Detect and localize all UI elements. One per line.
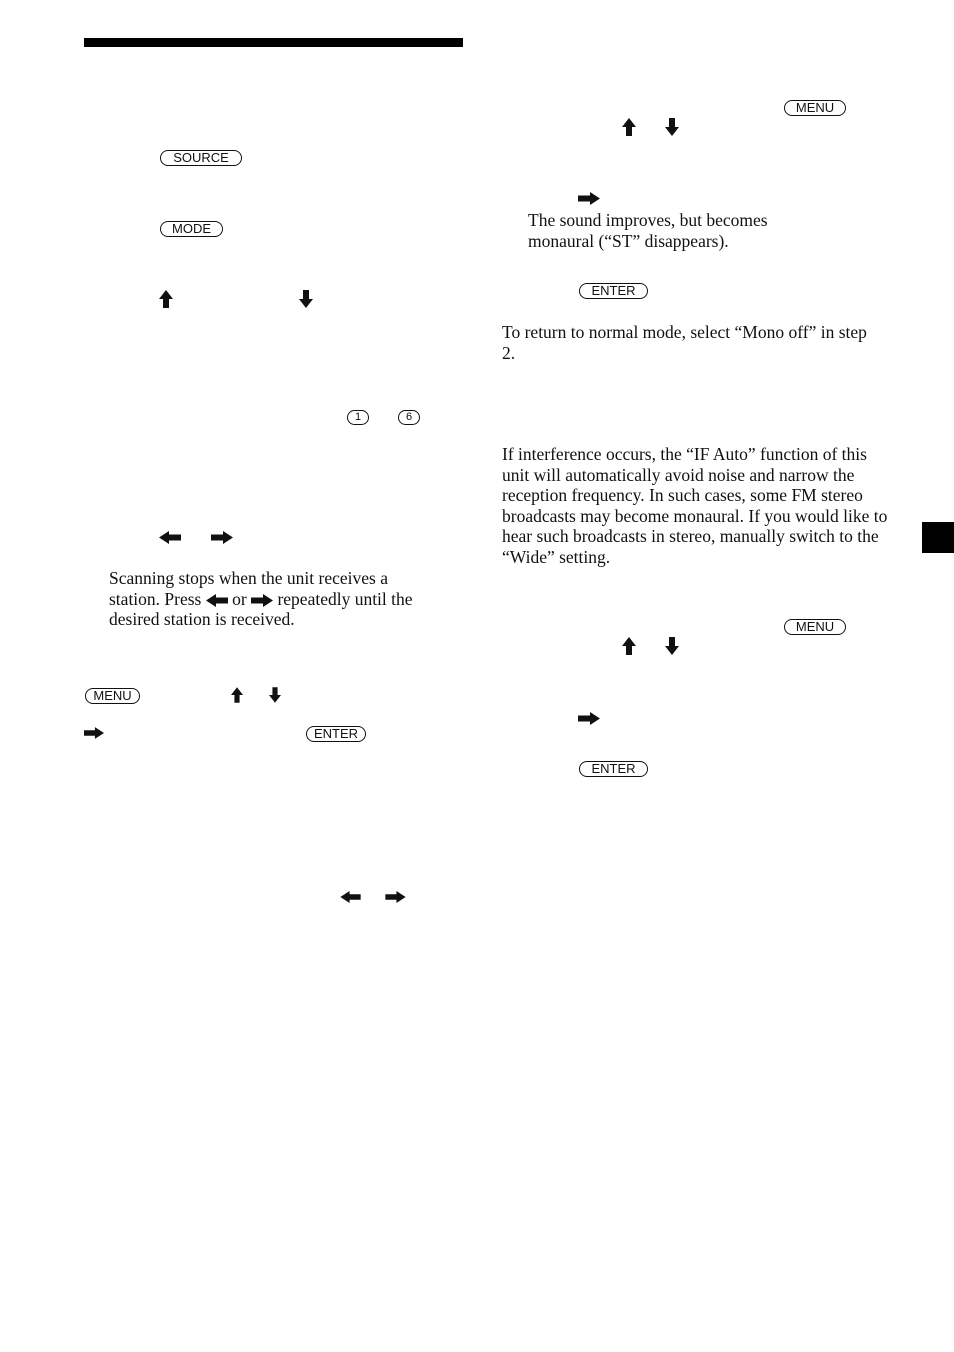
- header-rule: [84, 38, 463, 47]
- scan-note-line-3: desired station is received.: [109, 609, 295, 629]
- source-button: SOURCE: [160, 150, 242, 166]
- mono-return-text: To return to normal mode, select “Mono off” in step 2.: [502, 322, 867, 363]
- arrow-down-icon: [269, 687, 281, 703]
- mode-button: MODE: [160, 221, 223, 237]
- section-tab: [922, 522, 954, 553]
- mono-result-text: The sound improves, but becomes monaural (“ST” disappears).: [528, 210, 768, 251]
- scan-note-line-1: Scanning stops when the unit receives a: [109, 568, 388, 588]
- arrow-right-icon: [385, 891, 406, 903]
- menu-button: MENU: [784, 100, 846, 116]
- arrow-right-icon: [84, 727, 104, 739]
- arrow-down-icon: [665, 637, 679, 655]
- arrow-left-icon: [159, 531, 181, 544]
- arrow-right-icon: [211, 531, 233, 544]
- arrow-right-icon: [251, 594, 273, 607]
- scan-note: [109, 568, 469, 630]
- preset-6-button: 6: [398, 410, 420, 425]
- arrow-left-icon: [340, 891, 361, 903]
- arrow-up-icon: [159, 290, 173, 308]
- scan-note-or: or: [232, 588, 247, 609]
- menu-button: MENU: [85, 688, 140, 704]
- preset-1-button: 1: [347, 410, 369, 425]
- arrow-left-icon: [206, 594, 228, 607]
- arrow-up-icon: [622, 118, 636, 136]
- if-auto-paragraph: If interference occurs, the “IF Auto” function of this unit will automatically avoid noise and narrow the reception frequency. In such cases, some FM stereo broadcasts may become monaural. If you would like to hear such broadcasts in stereo, manually switch to the “Wide” setting.: [502, 444, 888, 567]
- arrow-down-icon: [665, 118, 679, 136]
- enter-button: ENTER: [306, 726, 366, 742]
- scan-note-line-2: [109, 589, 469, 610]
- scan-note-repeat: repeatedly until the: [277, 588, 413, 609]
- arrow-right-icon: [578, 192, 600, 205]
- menu-button: MENU: [784, 619, 846, 635]
- enter-button: ENTER: [579, 283, 648, 299]
- scan-note-press: station. Press: [109, 588, 202, 609]
- arrow-right-icon: [578, 712, 600, 725]
- enter-button: ENTER: [579, 761, 648, 777]
- arrow-up-icon: [231, 687, 243, 703]
- arrow-down-icon: [299, 290, 313, 308]
- arrow-up-icon: [622, 637, 636, 655]
